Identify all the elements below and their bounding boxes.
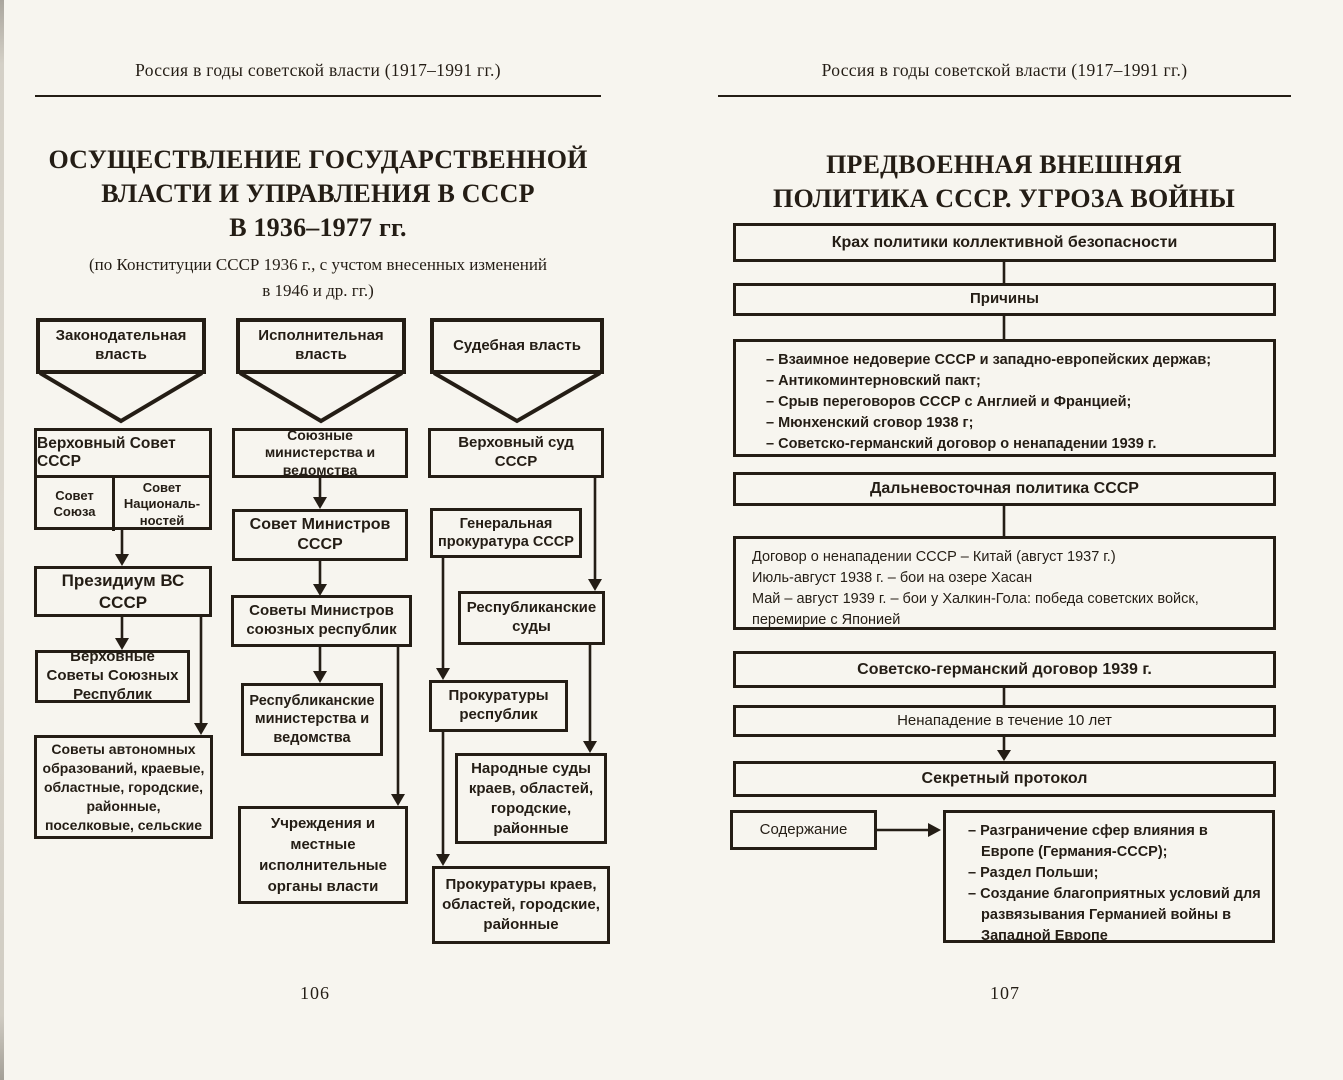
subtitle-line-2: в 1946 и др. гг.) [262,281,374,300]
box-far-east-details [733,536,1276,630]
title-line-2: ПОЛИТИКА СССР. УГРОЗА ВОЙНЫ [773,184,1235,213]
box-union-ministries: Союзные министерства и ведомства [232,428,408,478]
far-east-line: Договор о ненападении СССР – Китай (август 1937 г.) [752,549,1116,565]
box-prosecutor-general: Генеральная прокуратура СССР [430,508,582,558]
box-republic-supreme-soviets: Верховные Советы Союзных Республик [35,650,190,703]
header-legislative-power: Законодательная власть [36,318,206,374]
content-item: – Раздел Польши; [968,865,1099,881]
title-line-2: ВЛАСТИ И УПРАВЛЕНИЯ В СССР [101,179,535,208]
box-soviet-german-treaty: Советско-германский договор 1939 г. [733,651,1276,688]
box-reasons: Причины [733,283,1276,316]
box-republic-prosecutors: Прокуратуры республик [429,680,568,732]
reason-item: – Антикоминтерновский пакт; [766,373,981,389]
box-content-label: Содержание [730,810,877,850]
running-head-left: Россия в годы советской власти (1917–1991 гг.) [135,60,501,80]
box-collapse-collective-security: Крах политики коллективной безопасности [733,223,1276,262]
box-local-prosecutors: Прокуратуры краев, областей, городские, районные [432,866,610,944]
box-republican-ministries: Республиканские министерства и ведомства [241,683,383,756]
box-local-executive-bodies: Учреждения и местные исполнительные органы власти [238,806,408,904]
page-number-left: 106 [300,983,330,1003]
box-local-soviets: Советы автономных образований, краевые, областные, городские, районные, поселковые, сельские [34,735,213,839]
reason-item: – Срыв переговоров СССР с Англией и Францией; [766,394,1132,410]
box-secret-protocol: Секретный протокол [733,761,1276,797]
box-far-east-policy: Дальневосточная политика СССР [733,472,1276,506]
box-supreme-court-ussr: Верховный суд СССР [428,428,604,478]
header-judicial-power: Судебная власть [430,318,604,374]
content-item: – Разграничение сфер влияния в Европе (Германия-СССР); [968,823,1208,860]
box-ussr-council-of-ministers: Совет Министров СССР [232,509,408,561]
box-republican-courts: Республиканские суды [458,591,605,645]
box-presidium: Президиум ВС СССР [34,566,212,617]
reason-item: – Советско-германский договор о ненападении 1939 г. [766,436,1157,452]
box-supreme-soviet-ussr [34,428,212,530]
far-east-line: Май – август 1939 г. – бои у Халкин-Гола: победа советских войск, перемирие с Японией [752,591,1199,628]
content-item: – Создание благоприятных условий для развязывания Германией войны в Западной Европе [968,886,1261,944]
box-non-aggression: Ненападение в течение 10 лет [733,705,1276,737]
box-people-courts: Народные суды краев, областей, городские, районные [455,753,607,844]
far-east-line: Июль-август 1938 г. – бои на озере Хасан [752,570,1033,586]
title-line-1: ОСУЩЕСТВЛЕНИЕ ГОСУДАРСТВЕННОЙ [48,145,588,174]
title-line-3: В 1936–1977 гг. [229,213,407,242]
box-republic-councils-of-ministers: Советы Министров союзных республик [231,595,412,647]
page-number-right: 107 [990,983,1020,1003]
box-council-of-union: Совет Союза [37,478,115,531]
running-head-right: Россия в годы советской власти (1917–1991 гг.) [821,60,1188,80]
supreme-soviet-label: Верховный Совет СССР [37,431,209,478]
header-executive-power: Исполнительная власть [236,318,406,374]
box-protocol-content [943,810,1275,943]
box-reasons-list [733,339,1276,457]
title-line-1: ПРЕДВОЕННАЯ ВНЕШНЯЯ [826,150,1182,179]
box-council-of-nationalities: Совет Национальностей [123,480,201,528]
reason-item: – Взаимное недоверие СССР и западно-европейских держав; [766,352,1212,368]
reason-item: – Мюнхенский сговор 1938 г; [766,415,974,431]
subtitle-line-1: (по Конституции СССР 1936 г., с учстом внесенных изменений [88,255,548,274]
